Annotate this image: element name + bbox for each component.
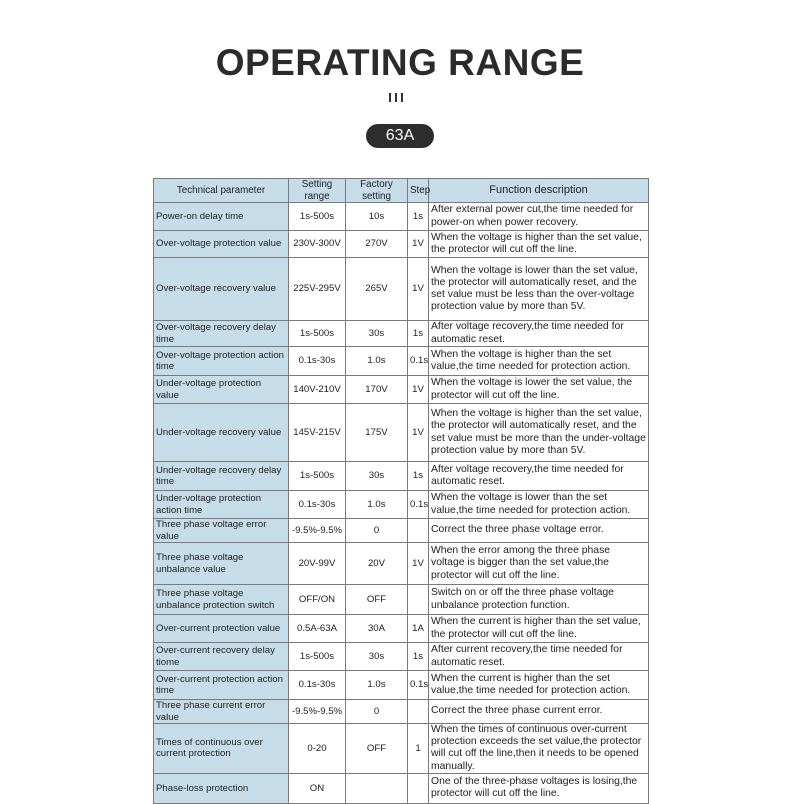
setting-range-cell: 0-20	[289, 724, 346, 774]
factory-setting-cell: 170V	[346, 376, 408, 404]
setting-range-cell: 1s-500s	[289, 462, 346, 491]
factory-setting-cell: 270V	[346, 231, 408, 258]
factory-setting-cell: 1.0s	[346, 671, 408, 700]
factory-setting-cell: OFF	[346, 585, 408, 615]
divider-marks-icon	[389, 93, 403, 102]
setting-range-cell: OFF/ON	[289, 585, 346, 615]
step-cell: 0.1s	[408, 491, 429, 519]
header-range: Setting range	[289, 179, 346, 203]
operating-range-table	[153, 178, 649, 804]
description-cell: After voltage recovery,the time needed for automatic reset.	[429, 321, 649, 347]
parameter-cell: Under-voltage protection value	[154, 376, 289, 404]
setting-range-cell: 1s-500s	[289, 321, 346, 347]
step-cell: 1	[408, 724, 429, 774]
parameter-cell: Three phase current error value	[154, 700, 289, 724]
setting-range-cell: 225V-295V	[289, 258, 346, 321]
parameter-cell: Over-current recovery delay tiome	[154, 643, 289, 671]
step-cell: 0.1s	[408, 671, 429, 700]
setting-range-cell: 0.1s-30s	[289, 491, 346, 519]
step-cell: 1V	[408, 258, 429, 321]
table-header-row	[154, 179, 649, 203]
description-cell: Switch on or off the three phase voltage unbalance protection function.	[429, 585, 649, 615]
description-cell: When the voltage is higher than the set value,the time needed for protection action.	[429, 347, 649, 376]
description-cell: When the current is higher than the set value, the protector will cut off the line.	[429, 615, 649, 643]
parameter-cell: Under-voltage recovery delay time	[154, 462, 289, 491]
parameter-cell: Over-voltage recovery value	[154, 258, 289, 321]
step-cell: 1V	[408, 376, 429, 404]
factory-setting-cell: 265V	[346, 258, 408, 321]
setting-range-cell: -9.5%-9.5%	[289, 519, 346, 543]
setting-range-cell: 230V-300V	[289, 231, 346, 258]
table-row	[154, 203, 649, 231]
table-row	[154, 376, 649, 404]
description-cell: One of the three-phase voltages is losing,the protector will cut off the line.	[429, 773, 649, 803]
factory-setting-cell: 10s	[346, 203, 408, 231]
factory-setting-cell: 30s	[346, 321, 408, 347]
parameter-cell: Over-voltage protection value	[154, 231, 289, 258]
step-cell: 1V	[408, 231, 429, 258]
factory-setting-cell: 20V	[346, 543, 408, 585]
table-row	[154, 671, 649, 700]
step-cell	[408, 519, 429, 543]
step-cell: 1V	[408, 543, 429, 585]
page-title: OPERATING RANGE	[215, 42, 585, 83]
factory-setting-cell: 175V	[346, 404, 408, 462]
table-row	[154, 258, 649, 321]
factory-setting-cell: 30A	[346, 615, 408, 643]
setting-range-cell: 145V-215V	[289, 404, 346, 462]
step-cell: 1A	[408, 615, 429, 643]
description-cell: When the voltage is higher than the set value, the protector will cut off the line.	[429, 231, 649, 258]
setting-range-cell: 0.5A-63A	[289, 615, 346, 643]
factory-setting-cell: 0	[346, 519, 408, 543]
parameter-cell: Over-voltage protection action time	[154, 347, 289, 376]
setting-range-cell: ON	[289, 773, 346, 803]
factory-setting-cell: 30s	[346, 462, 408, 491]
table-row	[154, 231, 649, 258]
table-row	[154, 519, 649, 543]
table-row	[154, 462, 649, 491]
header-parameter: Technical parameter	[154, 179, 289, 203]
description-cell: Correct the three phase current error.	[429, 700, 649, 724]
step-cell: 1V	[408, 404, 429, 462]
description-cell: When the times of continuous over-current protection exceeds the set value,the protector will cut off the line,then it needs to be opened manually.	[429, 724, 649, 774]
parameter-cell: Three phase voltage unbalance protection switch	[154, 585, 289, 615]
parameter-cell: Over-current protection action time	[154, 671, 289, 700]
description-cell: When the voltage is lower than the set value, the protector will automatically reset, and the set value must be less than the over-voltage protection value by more than 5V.	[429, 258, 649, 321]
table-row	[154, 724, 649, 774]
parameter-cell: Under-voltage recovery value	[154, 404, 289, 462]
table-row	[154, 321, 649, 347]
setting-range-cell: 1s-500s	[289, 203, 346, 231]
step-cell: 1s	[408, 321, 429, 347]
step-cell: 1s	[408, 203, 429, 231]
factory-setting-cell: 30s	[346, 643, 408, 671]
parameter-cell: Phase-loss protection	[154, 773, 289, 803]
parameter-cell: Over-voltage recovery delay time	[154, 321, 289, 347]
description-cell: Correct the three phase voltage error.	[429, 519, 649, 543]
factory-setting-cell	[346, 773, 408, 803]
step-cell: 1s	[408, 462, 429, 491]
table-row	[154, 543, 649, 585]
description-cell: When the voltage is lower than the set value,the time needed for protection action.	[429, 491, 649, 519]
parameter-cell: Power-on delay time	[154, 203, 289, 231]
table-row	[154, 585, 649, 615]
table-row	[154, 773, 649, 803]
table-row	[154, 404, 649, 462]
setting-range-cell: 20V-99V	[289, 543, 346, 585]
description-cell: After external power cut,the time needed for power-on when power recovery.	[429, 203, 649, 231]
header-description: Function description	[429, 179, 649, 203]
setting-range-cell: 0.1s-30s	[289, 671, 346, 700]
description-cell: When the error among the three phase voltage is bigger than the set value,the protector will cut off the line.	[429, 543, 649, 585]
table-row	[154, 491, 649, 519]
step-cell: 1s	[408, 643, 429, 671]
parameter-cell: Over-current protection value	[154, 615, 289, 643]
step-cell	[408, 700, 429, 724]
factory-setting-cell: 1.0s	[346, 491, 408, 519]
parameter-cell: Three phase voltage unbalance value	[154, 543, 289, 585]
step-cell	[408, 773, 429, 803]
description-cell: After current recovery,the time needed for automatic reset.	[429, 643, 649, 671]
setting-range-cell: 1s-500s	[289, 643, 346, 671]
factory-setting-cell: 0	[346, 700, 408, 724]
factory-setting-cell: OFF	[346, 724, 408, 774]
description-cell: When the voltage is lower the set value, the protector will cut off the line.	[429, 376, 649, 404]
description-cell: When the current is higher than the set value,the time needed for protection action.	[429, 671, 649, 700]
step-cell	[408, 585, 429, 615]
description-cell: After voltage recovery,the time needed for automatic reset.	[429, 462, 649, 491]
table-row	[154, 643, 649, 671]
header-factory: Factory setting	[346, 179, 408, 203]
step-cell: 0.1s	[408, 347, 429, 376]
model-badge: 63A	[366, 124, 434, 148]
setting-range-cell: 140V-210V	[289, 376, 346, 404]
parameter-cell: Under-voltage protection action time	[154, 491, 289, 519]
header-step: Step	[408, 179, 429, 203]
table-row	[154, 347, 649, 376]
table-row	[154, 700, 649, 724]
description-cell: When the voltage is higher than the set value, the protector will automatically reset, and the set value must be more than the under-voltage protection value by more than 5V.	[429, 404, 649, 462]
factory-setting-cell: 1.0s	[346, 347, 408, 376]
parameter-cell: Times of continuous over current protection	[154, 724, 289, 774]
parameter-cell: Three phase voltage error value	[154, 519, 289, 543]
setting-range-cell: -9.5%-9.5%	[289, 700, 346, 724]
setting-range-cell: 0.1s-30s	[289, 347, 346, 376]
table-row	[154, 615, 649, 643]
